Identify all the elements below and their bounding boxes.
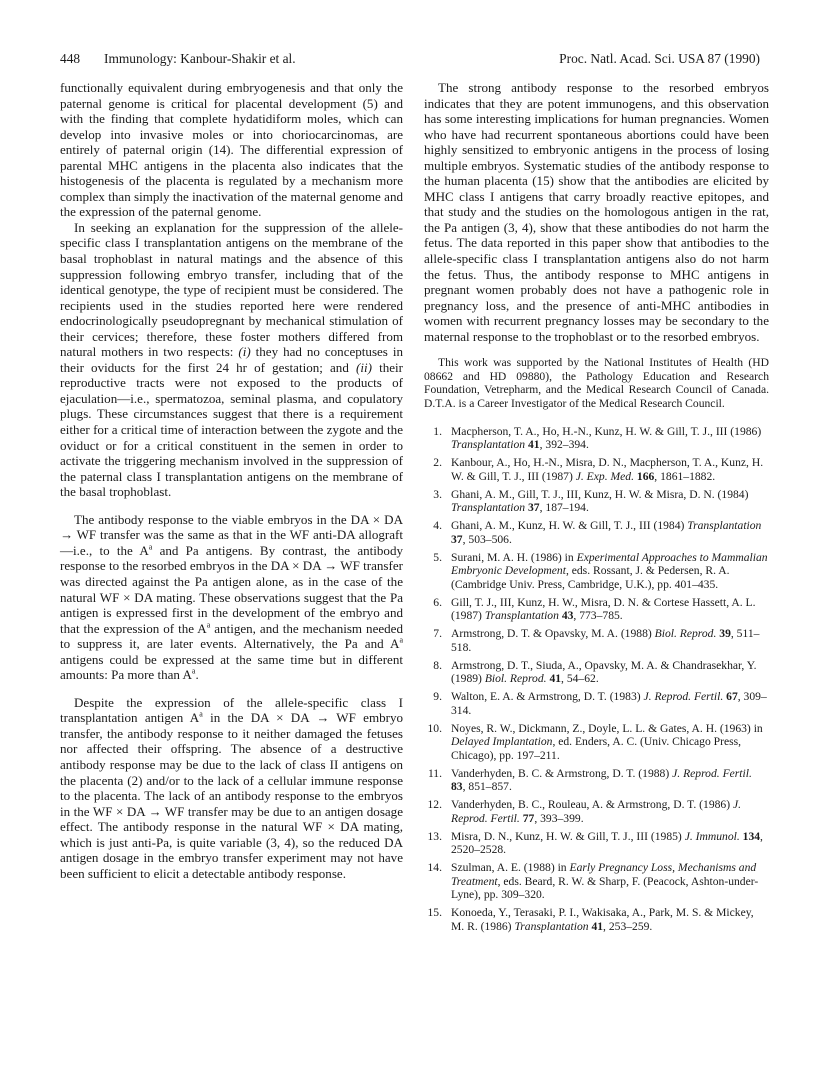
reference-pages: , ed. Enders, A. C. (Univ. Chicago Press, Chicago), pp. 197–211. <box>451 735 742 762</box>
reference-pages: , 773–785. <box>573 609 623 623</box>
reference-number: 14. <box>427 861 442 875</box>
reference-number: 6. <box>433 595 442 609</box>
reference-item <box>424 551 769 592</box>
reference-number: 13. <box>427 829 442 843</box>
reference-volume: 41 <box>591 919 604 933</box>
reference-number: 10. <box>427 721 442 735</box>
reference-number: 7. <box>433 627 442 641</box>
reference-authors: Misra, D. N., Kunz, H. W. & Gill, T. J., III (1985) <box>451 829 685 843</box>
reference-pages: , 54–62. <box>561 672 599 686</box>
reference-volume: 39 <box>719 627 731 641</box>
reference-item <box>424 627 769 654</box>
reference-source: J. Reprod. Fertil. <box>643 690 724 704</box>
reference-volume: 41 <box>549 672 562 686</box>
running-head: Immunology: Kanbour-Shakir et al. <box>104 51 296 66</box>
reference-item <box>424 906 769 933</box>
right-column <box>424 80 769 938</box>
reference-source: Early Pregnancy Loss, Mechanisms and Treatment <box>451 861 757 888</box>
reference-item <box>424 659 769 686</box>
reference-volume: 37 <box>451 532 463 546</box>
reference-number: 9. <box>433 690 442 704</box>
reference-item <box>424 690 769 717</box>
reference-item <box>424 798 769 825</box>
paragraph: In seeking an explanation for the suppression of the allele-specific class I transplantation antigens on the membrane of the basal trophoblast in natural matings and the absence of this suppression following embryo transfer, including that of the identical genotype, the type of recipient must be considered. The recipients used in the studies reported here were rendered endocrinologically pseudopregnant by mechanical stimulation of their cervices; therefore, these foster mothers differed from natural mothers in two respects: (i) they had no conceptuses in their oviducts for the first 24 hr of gestation; and (ii) their reproductive tracts were not exposed to the products of ejaculation—i.e., spermatozoa, seminal plasma, and copulatory plugs. These circumstances suggest that there is a requirement either for a critical time of interaction between the zygote and the oviduct or for a critical constituent in the semen in order to activate the triggering mechanism involved in the suppression of the paternal class I transplantation antigens on the membrane of the basal trophoblast. <box>60 219 403 500</box>
reference-source: Experimental Approaches to Mammalian Embryonic Development <box>451 550 768 578</box>
reference-item <box>424 425 769 452</box>
reference-source: J. Exp. Med. <box>575 469 634 483</box>
reference-number: 1. <box>433 424 442 438</box>
reference-pages: , 393–399. <box>534 811 584 825</box>
reference-source: Transplantation <box>451 438 526 452</box>
reference-volume: 134 <box>742 829 761 843</box>
reference-item <box>424 861 769 902</box>
reference-authors: Gill, T. J., III, Kunz, H. W., Misra, D. N. & Cortese Hassett, A. L. (1987) <box>451 595 756 623</box>
reference-pages: , 851–857. <box>462 780 512 794</box>
reference-item <box>424 767 769 794</box>
reference-number: 5. <box>433 550 442 564</box>
paragraph: functionally equivalent during embryogenesis and that only the paternal genome is critical for placental development (5) and with the finding that complete hydatidiform moles, which can develop into invasive moles or into choriocarcinomas, are entirely of paternal origin (14). The differential expression of parental MHC antigens in the placenta also indicates that the histogenesis of the placenta is regulated by a mechanism more complex than simply the inactivation of the maternal genome and the expression of the paternal genome. <box>60 80 403 220</box>
paragraph: The antibody response to the viable embryos in the DA × DA → WF transfer was the same as that in the WF anti-DA allograft—i.e., to the $A^a$ and Pa antigens. By contrast, the antibody response to the resorbed embryos in the DA × DA → WF transfer was directed against the Pa antigen alone, as in the case of the natural WF × DA mating. These observations suggest that the Pa antigen is expressed first in the development of the embryo and that the expression of the $A^a$ antigen, and the mechanism needed to suppress it, are later events. Alternatively, the Pa and $A^a$ antigens could be expressed at the same time but in different amounts: Pa more than $A^a$. <box>60 511 403 683</box>
reference-pages: , 309–314. <box>451 690 767 717</box>
reference-volume: 77 <box>522 811 535 825</box>
reference-volume: 43 <box>561 609 574 623</box>
reference-number: 3. <box>433 487 442 501</box>
reference-authors: Noyes, R. W., Dickmann, Z., Doyle, L. L. & Gates, A. H. (1963) in <box>451 721 763 735</box>
reference-source: Transplantation <box>451 501 526 515</box>
reference-source: Biol. Reprod. <box>484 672 547 686</box>
reference-number: 2. <box>433 456 442 470</box>
reference-item <box>424 596 769 623</box>
reference-number: 11. <box>427 766 442 780</box>
reference-source: J. Reprod. Fertil. <box>672 766 752 780</box>
reference-authors: Konoeda, Y., Terasaki, P. I., Wakisaka, A., Park, M. S. & Mickey, M. R. (1986) <box>451 906 754 933</box>
reference-number: 8. <box>433 658 442 672</box>
reference-list <box>424 425 769 934</box>
reference-authors: Szulman, A. E. (1988) in <box>451 861 570 875</box>
reference-item <box>424 519 769 546</box>
reference-pages: , 511–518. <box>451 627 760 654</box>
reference-authors: Ghani, A. M., Kunz, H. W. & Gill, T. J., III (1984) <box>451 519 688 533</box>
reference-item <box>424 456 769 483</box>
reference-pages: , 187–194. <box>539 501 589 515</box>
journal-citation: Proc. Natl. Acad. Sci. USA 87 (1990) <box>559 51 760 66</box>
reference-pages: , 1861–1882. <box>654 469 716 483</box>
acknowledgment: This work was supported by the National Institutes of Health (HD 08662 and HD 09880), the Pathology Education and Research Foundation, Vetrepharm, and the Medical Research Council of Canada. D.T.A. is a Career Investigator of the Medical Research Council. <box>424 356 769 411</box>
reference-pages: , 253–259. <box>603 919 653 933</box>
reference-authors: Vanderhyden, B. C. & Armstrong, D. T. (1988) <box>451 766 673 780</box>
page-number: 448 <box>60 51 81 66</box>
reference-pages: , 392–394. <box>539 438 589 452</box>
reference-authors: Armstrong, D. T., Siuda, A., Opavsky, M. A. & Chandrasekhar, Y. (1989) <box>451 658 757 686</box>
page-header <box>60 50 760 72</box>
reference-authors: Ghani, A. M., Gill, T. J., III, Kunz, H. W. & Misra, D. N. (1984) <box>451 487 749 501</box>
reference-pages: , eds. Rossant, J. & Pedersen, R. A. (Cambridge Univ. Press, Cambridge, U.K.), pp. 401–435. <box>451 564 730 591</box>
reference-item <box>424 722 769 763</box>
left-column <box>60 80 403 881</box>
reference-source: Transplantation <box>687 519 762 533</box>
reference-source: Transplantation <box>514 919 589 933</box>
reference-source: Biol. Reprod. <box>654 627 717 641</box>
reference-authors: Walton, E. A. & Armstrong, D. T. (1983) <box>451 690 644 704</box>
reference-item <box>424 488 769 515</box>
reference-authors: Macpherson, T. A., Ho, H.-N., Kunz, H. W. & Gill, T. J., III (1986) <box>451 424 762 438</box>
reference-authors: Kanbour, A., Ho, H.-N., Misra, D. N., Macpherson, T. A., Kunz, H. W. & Gill, T. J., III (1987) <box>451 456 764 483</box>
reference-authors: Surani, M. A. H. (1986) in <box>451 550 577 564</box>
reference-pages: , 2520–2528. <box>451 829 763 857</box>
reference-source: J. Reprod. Fertil. <box>451 798 742 825</box>
reference-source: Transplantation <box>484 609 559 623</box>
reference-pages: , 503–506. <box>462 532 512 546</box>
reference-source: J. Immunol. <box>684 829 740 843</box>
reference-number: 12. <box>427 798 442 812</box>
reference-volume: 67 <box>726 690 738 704</box>
reference-volume: 166 <box>636 469 655 483</box>
reference-item <box>424 830 769 857</box>
reference-volume: 83 <box>451 780 463 794</box>
reference-source: Delayed Implantation <box>451 735 553 749</box>
reference-pages: , eds. Beard, R. W. & Sharp, F. (Peacock, Ashton-under-Lyne), pp. 309–320. <box>451 874 759 902</box>
paragraph: Despite the expression of the allele-specific class I transplantation antigen $A^a$ in the DA × DA → WF embryo transfer, the antibody response to it neither damaged the fetuses nor affected their offspring. The absence of a destructive antibody response may be due to the lack of class II antigens on the placenta (2) and/or to the lack of a cellular immune response to the placenta. The lack of an antibody response to the embryos in the WF × DA → WF transfer may be due to an antigen dosage effect. The antibody response in the natural WF × DA mating, which is just anti-Pa, is quite variable (3, 4), so the reduced DA antigen dosage in the embryo transfer experiment may not have been sufficient to elicit a detectable antibody response. <box>60 694 404 881</box>
reference-authors: Armstrong, D. T. & Opavsky, M. A. (1988) <box>451 627 655 641</box>
reference-number: 4. <box>433 519 442 533</box>
paragraph: The strong antibody response to the resorbed embryos indicates that they are potent immunogens, and this observation has some interesting implications for human pregnancies. Women who have had recurrent spontaneous abortions could have been highly sensitized to embryonic antigens in the process of losing multiple embryos. Systematic studies of the antibody response to the human placenta (15) show that the antibodies are elicited by MHC class I antigens that carry broadly reactive epitopes, and that study and the studies on the homologous antigen in the rat, the Pa antigen (3, 4), show that these antibodies do not harm the fetus. The data reported in this paper show that antibodies to the allele-specific class I transplantation antigens also do not harm the fetus. Thus, the antibody response to MHC antigens in pregnant women probably does not have a pathogenic role in pregnancy loss, and the presence of anti-MHC antibodies in women with recurrent pregnancy losses may be secondary to the maternal response to the trophoblast or to the resorbed embryos. <box>424 80 769 344</box>
reference-volume: 37 <box>528 501 540 515</box>
reference-number: 15. <box>427 906 442 920</box>
reference-authors: Vanderhyden, B. C., Rouleau, A. & Armstrong, D. T. (1986) <box>451 798 733 812</box>
reference-volume: 41 <box>528 438 540 452</box>
